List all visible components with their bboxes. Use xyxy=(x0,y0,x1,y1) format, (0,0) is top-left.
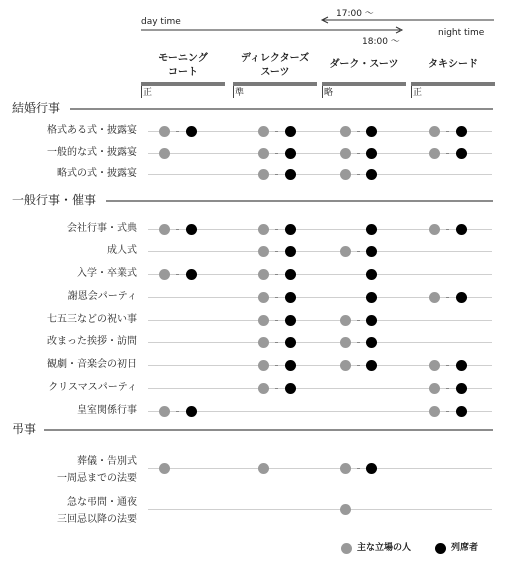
column-grade: 略 xyxy=(324,88,334,98)
main-person-dot xyxy=(159,269,170,280)
legend-main-label: 主な立場の人 xyxy=(357,543,412,553)
dot-connector xyxy=(275,320,278,321)
row-line xyxy=(148,153,492,154)
dot-connector xyxy=(446,131,449,132)
main-person-dot xyxy=(258,337,269,348)
column-bar xyxy=(233,82,317,86)
row-label: 皇室関係行事 xyxy=(77,405,137,416)
guest-dot xyxy=(285,269,296,280)
row-line xyxy=(148,274,492,275)
dot-connector xyxy=(176,131,179,132)
main-person-dot xyxy=(159,148,170,159)
main-person-dot xyxy=(258,148,269,159)
column-bar xyxy=(322,82,406,86)
row-label: 成人式 xyxy=(107,245,137,256)
row-label: 改まった挨拶・訪問 xyxy=(47,336,137,347)
main-person-dot xyxy=(340,463,351,474)
section-rule xyxy=(106,200,493,202)
row-line xyxy=(148,388,492,389)
row-label: 一般的な式・披露宴 xyxy=(47,147,137,158)
section-title: 弔事 xyxy=(12,422,37,436)
dot-connector xyxy=(275,342,278,343)
column-bar xyxy=(411,82,495,86)
main-person-dot xyxy=(340,337,351,348)
column-tick xyxy=(233,86,234,98)
guest-dot xyxy=(456,126,467,137)
row-label: 葬儀・告別式 xyxy=(77,456,137,467)
main-person-dot xyxy=(258,169,269,180)
guest-dot xyxy=(186,126,197,137)
row-label: 会社行事・式典 xyxy=(67,223,137,234)
dot-connector xyxy=(446,153,449,154)
row-label: 一周忌までの法要 xyxy=(57,473,137,484)
main-person-dot xyxy=(429,383,440,394)
column-header: ダーク・スーツ xyxy=(329,59,399,70)
dot-connector xyxy=(275,251,278,252)
main-person-dot xyxy=(258,224,269,235)
main-person-dot xyxy=(429,360,440,371)
dot-connector xyxy=(357,342,360,343)
dot-connector xyxy=(275,131,278,132)
row-line xyxy=(148,174,492,175)
main-person-dot xyxy=(159,126,170,137)
guest-dot xyxy=(456,292,467,303)
guest-dot xyxy=(366,360,377,371)
guest-dot xyxy=(285,292,296,303)
column-grade: 準 xyxy=(235,88,245,98)
guest-dot xyxy=(366,315,377,326)
row-label: 入学・卒業式 xyxy=(77,268,137,279)
main-person-dot xyxy=(429,126,440,137)
dot-connector xyxy=(446,365,449,366)
guest-dot xyxy=(285,246,296,257)
column-tick xyxy=(411,86,412,98)
guest-dot xyxy=(285,337,296,348)
main-person-dot xyxy=(258,126,269,137)
guest-dot xyxy=(285,360,296,371)
main-person-dot xyxy=(159,463,170,474)
guest-dot xyxy=(285,126,296,137)
section-title: 結婚行事 xyxy=(12,101,61,115)
column-header: モーニング コート xyxy=(158,53,208,78)
night-time-label: night time xyxy=(438,28,485,38)
row-line xyxy=(148,251,492,252)
main-person-dot xyxy=(258,463,269,474)
legend-main-dot xyxy=(341,543,352,554)
guest-dot xyxy=(366,269,377,280)
main-person-dot xyxy=(340,126,351,137)
guest-dot xyxy=(186,406,197,417)
column-header: ディレクターズ スーツ xyxy=(240,53,310,78)
column-bar xyxy=(141,82,225,86)
dot-connector xyxy=(275,153,278,154)
dot-connector xyxy=(357,320,360,321)
row-label: 謝恩会パーティ xyxy=(67,291,137,302)
dot-connector xyxy=(446,297,449,298)
guest-dot xyxy=(456,224,467,235)
legend-guest-dot xyxy=(435,543,446,554)
guest-dot xyxy=(285,148,296,159)
guest-dot xyxy=(366,463,377,474)
guest-dot xyxy=(366,126,377,137)
column-grade: 正 xyxy=(143,88,153,98)
main-person-dot xyxy=(340,504,351,515)
section-rule xyxy=(70,108,493,110)
dot-connector xyxy=(275,388,278,389)
guest-dot xyxy=(456,406,467,417)
row-line xyxy=(148,342,492,343)
day-time-label: day time xyxy=(141,17,181,27)
section-rule xyxy=(44,429,493,431)
main-person-dot xyxy=(258,292,269,303)
row-line xyxy=(148,411,492,412)
guest-dot xyxy=(285,383,296,394)
column-grade: 正 xyxy=(413,88,423,98)
main-person-dot xyxy=(159,224,170,235)
guest-dot xyxy=(366,337,377,348)
guest-dot xyxy=(456,383,467,394)
row-line xyxy=(148,509,492,510)
main-person-dot xyxy=(340,360,351,371)
row-label: 観劇・音楽会の初日 xyxy=(47,359,137,370)
row-label: クリスマスパーティ xyxy=(48,382,137,393)
guest-dot xyxy=(366,169,377,180)
dot-connector xyxy=(357,251,360,252)
row-line xyxy=(148,229,492,230)
dot-connector xyxy=(176,411,179,412)
column-header: タキシード xyxy=(428,59,478,70)
row-line xyxy=(148,297,492,298)
main-person-dot xyxy=(429,148,440,159)
dot-connector xyxy=(357,131,360,132)
main-person-dot xyxy=(429,292,440,303)
guest-dot xyxy=(456,148,467,159)
section-title: 一般行事・催事 xyxy=(12,193,97,207)
main-person-dot xyxy=(258,383,269,394)
time-1700-label: 17:00 〜 xyxy=(336,9,374,19)
row-line xyxy=(148,320,492,321)
main-person-dot xyxy=(159,406,170,417)
dot-connector xyxy=(275,297,278,298)
main-person-dot xyxy=(340,315,351,326)
main-person-dot xyxy=(258,360,269,371)
main-person-dot xyxy=(340,246,351,257)
guest-dot xyxy=(285,169,296,180)
dot-connector xyxy=(275,365,278,366)
guest-dot xyxy=(366,148,377,159)
dot-connector xyxy=(357,153,360,154)
main-person-dot xyxy=(340,148,351,159)
guest-dot xyxy=(456,360,467,371)
column-tick xyxy=(141,86,142,98)
dot-connector xyxy=(176,274,179,275)
dot-connector xyxy=(446,411,449,412)
dot-connector xyxy=(357,174,360,175)
row-line xyxy=(148,468,492,469)
row-label: 三回忌以降の法要 xyxy=(57,514,137,525)
row-line xyxy=(148,365,492,366)
row-label: 急な弔問・通夜 xyxy=(67,497,137,508)
main-person-dot xyxy=(258,246,269,257)
main-person-dot xyxy=(429,224,440,235)
guest-dot xyxy=(186,269,197,280)
dot-connector xyxy=(275,274,278,275)
main-person-dot xyxy=(340,169,351,180)
row-label: 七五三などの祝い事 xyxy=(47,314,137,325)
main-person-dot xyxy=(258,315,269,326)
main-person-dot xyxy=(258,269,269,280)
column-tick xyxy=(322,86,323,98)
main-person-dot xyxy=(429,406,440,417)
guest-dot xyxy=(285,315,296,326)
guest-dot xyxy=(366,224,377,235)
dot-connector xyxy=(357,468,360,469)
row-label: 格式ある式・披露宴 xyxy=(47,125,137,136)
time-axis-lines xyxy=(0,0,506,60)
legend-guest-label: 列席者 xyxy=(451,543,479,553)
dot-connector xyxy=(446,388,449,389)
dot-connector xyxy=(176,229,179,230)
guest-dot xyxy=(285,224,296,235)
row-line xyxy=(148,131,492,132)
dot-connector xyxy=(446,229,449,230)
dot-connector xyxy=(275,174,278,175)
guest-dot xyxy=(186,224,197,235)
row-label: 略式の式・披露宴 xyxy=(57,168,137,179)
guest-dot xyxy=(366,292,377,303)
guest-dot xyxy=(366,246,377,257)
time-1800-label: 18:00 〜 xyxy=(362,37,400,47)
dot-connector xyxy=(357,365,360,366)
dot-connector xyxy=(275,229,278,230)
